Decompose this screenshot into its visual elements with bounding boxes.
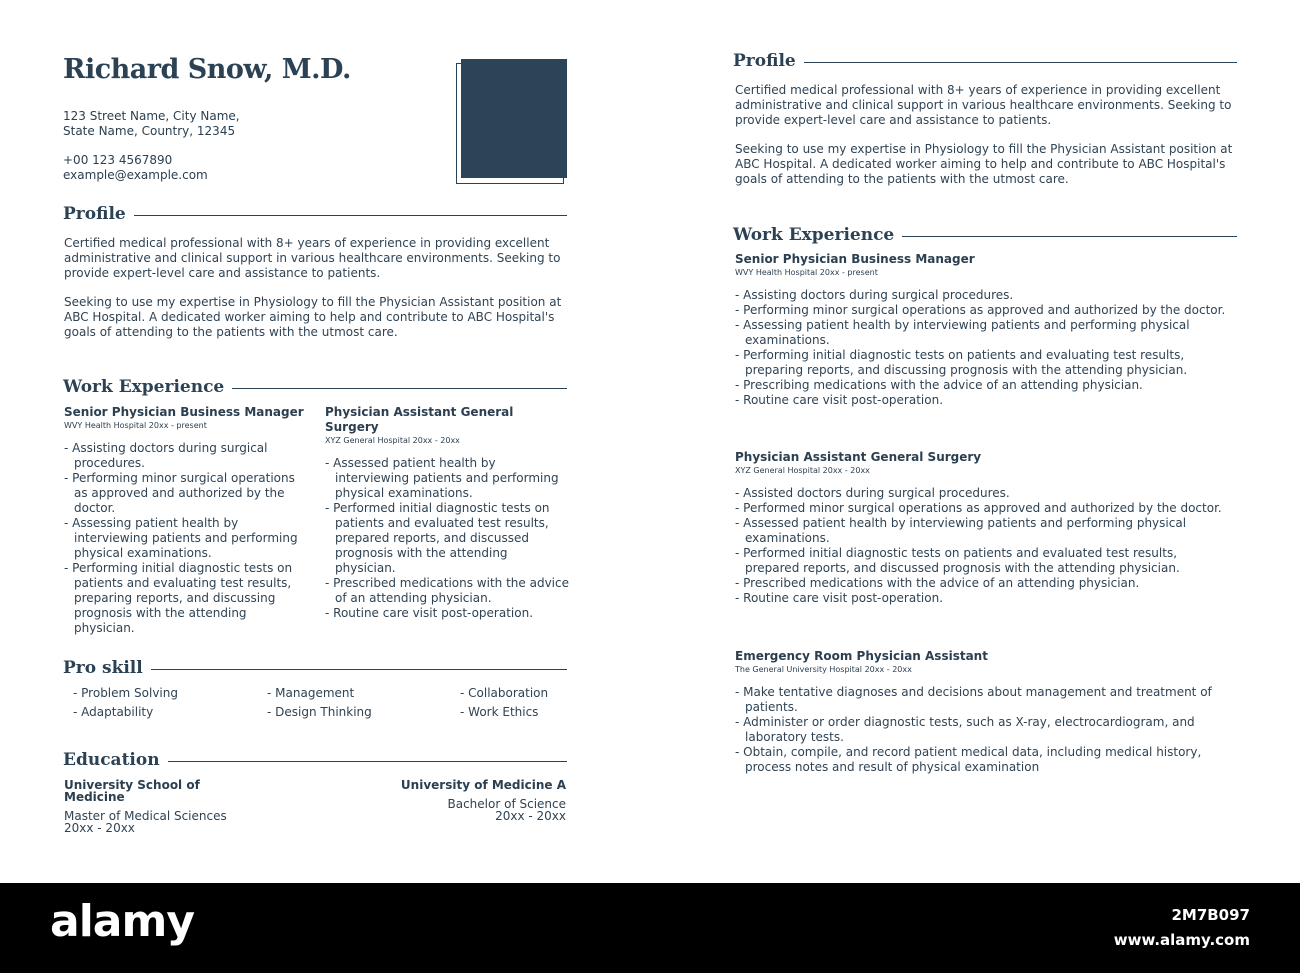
job-bullets [64,441,310,636]
job-title: Senior Physician Business Manager [735,252,975,266]
profile-paragraph-2: Seeking to use my expertise in Physiology to fill the Physician Assistant position at ABC Hospital. A dedicated worker aiming to help and contribute to ABC Hospital's goals of attending to the patients with the utmost care. [735,142,1233,186]
school-name: University School of Medicine [64,778,200,804]
list-item: - Make tentative diagnoses and decisions about management and treatment of patients. [735,685,1235,715]
divider [804,62,1237,63]
divider [232,388,567,389]
address-line-1: 123 Street Name, City Name, [63,109,240,123]
education-heading [63,749,567,771]
skill-item: - Management [267,686,354,701]
skill-item: - Adaptability [73,705,153,720]
job-entry [64,405,310,636]
job-bullets [735,288,1235,408]
skill-item: - Problem Solving [73,686,178,701]
years: 20xx - 20xx [64,821,135,835]
list-item: - Assessing patient health by interviewing patients and performing physical examinations. [64,516,310,561]
divider [151,669,567,670]
address [63,109,393,139]
list-item: - Performing minor surgical operations as approved and authorized by the doctor. [64,471,310,516]
list-item: - Routine care visit post-operation. [735,591,1235,606]
list-item: - Routine care visit post-operation. [735,393,1235,408]
education-heading-text: Education [63,750,160,770]
job-bullets [735,486,1235,606]
address-line-2: State Name, Country, 12345 [63,124,236,138]
list-item: - Routine care visit post-operation. [325,606,569,621]
resume-name: Richard Snow, M.D. [63,54,351,85]
job-place: XYZ General Hospital 20xx - 20xx [325,436,460,445]
list-item: - Administer or order diagnostic tests, such as X-ray, electrocardiogram, and laboratory tests. [735,715,1235,745]
email: example@example.com [63,168,208,182]
work-heading-text: Work Experience [63,377,225,397]
divider [168,761,567,762]
skill-item: - Collaboration [460,686,548,701]
profile-heading-text: Profile [63,204,126,224]
work-heading [733,224,1237,246]
list-item: - Assisting doctors during surgical procedures. [64,441,310,471]
education-entry [64,779,264,834]
profile-paragraph-1: Certified medical professional with 8+ years of experience in providing excellent administrative and clinical support in various healthcare environments. Seeking to provide expert-level care and assistance to patients. [64,236,561,280]
job-title: Physician Assistant General Surgery [735,450,982,464]
skills-heading-text: Pro skill [63,658,143,678]
image-id: 2M7B097 [1171,906,1250,924]
job-entry [325,405,569,621]
list-item: - Assessing patient health by interviewing patients and performing physical examinations. [735,318,1235,348]
list-item: - Performing minor surgical operations as approved and authorized by the doctor. [735,303,1235,318]
list-item: - Assisting doctors during surgical procedures. [735,288,1235,303]
education-entry [366,779,566,822]
contact-info [63,153,208,183]
divider [134,215,567,216]
divider [902,236,1237,237]
profile-heading-text: Profile [733,51,796,71]
job-place: WVY Health Hospital 20xx - present [64,421,207,430]
job-entry [735,649,1235,775]
list-item: - Assessed patient health by interviewing patients and performing physical examinations. [325,456,569,501]
profile-paragraph-2: Seeking to use my expertise in Physiology to fill the Physician Assistant position at ABC Hospital. A dedicated worker aiming to help and contribute to ABC Hospital's goals of attending to the patients with the utmost care. [64,295,562,339]
work-heading-text: Work Experience [733,225,895,245]
job-entry [735,252,1235,408]
phone: +00 123 4567890 [63,153,173,167]
skills-heading [63,657,567,679]
job-place: WVY Health Hospital 20xx - present [735,268,878,277]
skill-item: - Design Thinking [267,705,372,720]
job-bullets [325,456,569,621]
school-name: University of Medicine A [400,778,566,792]
brand-logo: alamy [50,896,194,947]
degree: Master of Medical Sciences [64,809,227,823]
watermark-footer [0,883,1300,973]
list-item: - Performing initial diagnostic tests on patients and evaluating test results, preparing reports, and discussing prognosis with the attending physician. [64,561,310,636]
photo-placeholder [461,59,567,178]
list-item: - Assisted doctors during surgical procedures. [735,486,1235,501]
profile-heading [63,203,567,225]
job-bullets [735,685,1235,775]
work-heading [63,376,567,398]
job-entry [735,450,1235,606]
skill-item: - Work Ethics [460,705,538,720]
profile-paragraph-1: Certified medical professional with 8+ years of experience in providing excellent administrative and clinical support in various healthcare environments. Seeking to provide expert-level care and assistance to patients. [735,83,1232,127]
list-item: - Assessed patient health by interviewing patients and performing physical examinations. [735,516,1235,546]
list-item: - Performing initial diagnostic tests on patients and evaluating test results, preparing reports, and discussing prognosis with the attending physician. [735,348,1235,378]
list-item: - Prescribing medications with the advice of an attending physician. [735,378,1235,393]
degree: Bachelor of Science [447,797,566,811]
resume-page-left [0,0,650,883]
resume-page-right [650,0,1300,883]
list-item: - Performed minor surgical operations as approved and authorized by the doctor. [735,501,1235,516]
list-item: - Prescribed medications with the advice of an attending physician. [325,576,569,606]
list-item: - Prescribed medications with the advice of an attending physician. [735,576,1235,591]
job-title: Senior Physician Business Manager [64,405,304,419]
site-url: www.alamy.com [1113,931,1250,949]
years: 20xx - 20xx [495,809,566,823]
list-item: - Performed initial diagnostic tests on patients and evaluated test results, prepared reports, and discussed prognosis with the attending physician. [325,501,569,576]
job-place: The General University Hospital 20xx - 20xx [735,665,912,674]
profile-heading [733,50,1237,72]
job-title: Emergency Room Physician Assistant [735,649,988,663]
job-title: Physician Assistant General Surgery [325,405,514,434]
job-place: XYZ General Hospital 20xx - 20xx [735,466,870,475]
list-item: - Obtain, compile, and record patient medical data, including medical history, process notes and result of physical examination [735,745,1235,775]
list-item: - Performed initial diagnostic tests on patients and evaluated test results, prepared reports, and discussed prognosis with the attending physician. [735,546,1235,576]
